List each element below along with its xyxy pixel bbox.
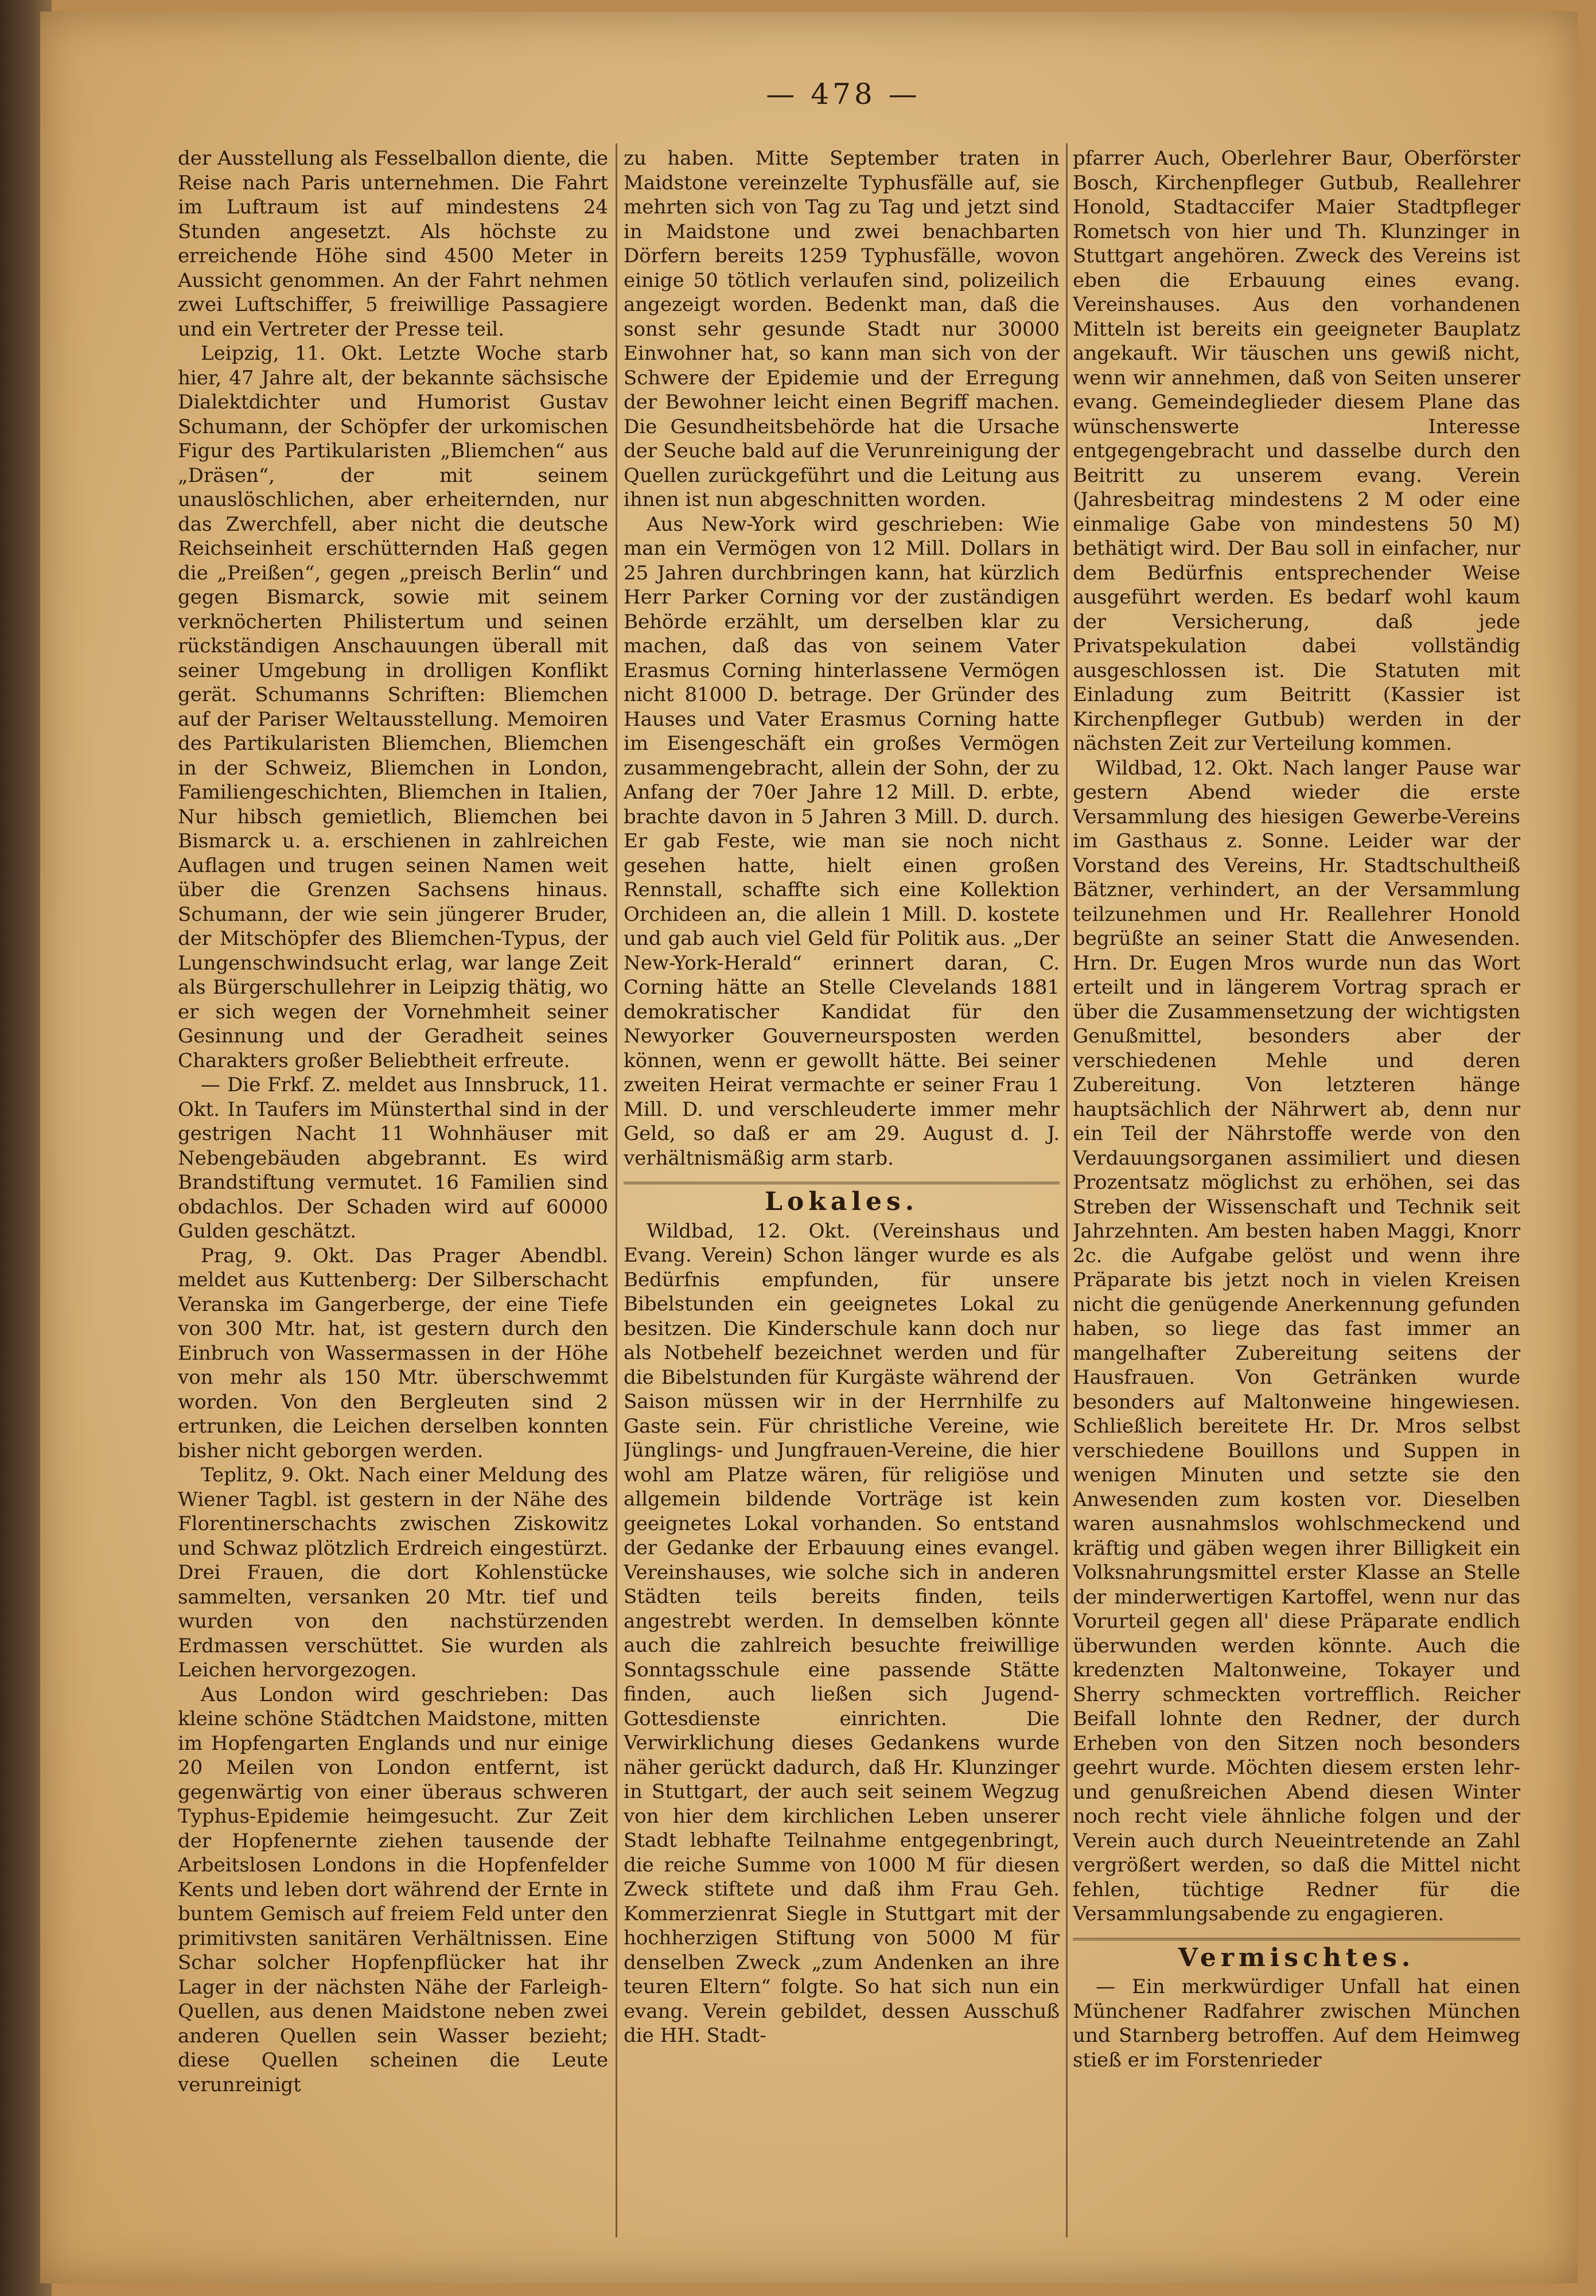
section-heading: Lokales. [624, 1182, 1060, 1215]
column-rule-1 [616, 143, 617, 2237]
column-1 [178, 146, 608, 2235]
article-paragraph: Leipzig, 11. Okt. Letzte Woche starb hier, 47 Jahre alt, der bekannte sächsische Dialektdichter und Humorist Gustav Schumann, der Schöpfer der urkomischen Figur des Partikularisten „Bliemchen“ aus „Dräsen“, der mit seinem unauslöschlichen, aber erheiternden, nur das Zwerchfell, aber nicht die deutsche Reichseinheit erschütternden Haß gegen die „Preißen“, gegen „preisch Berlin“ und gegen Bismarck, sowie mit seinem verknöcherten Philistertum und seinen rückständigen Anschauungen überall mit seiner Umgebung in drolligen Konflikt gerät. Schumanns Schriften: Bliemchen auf der Pariser Weltausstellung. Memoiren des Partikularisten Bliemchen, Bliemchen in der Schweiz, Bliemchen in London, Familiengeschichten, Bliemchen in Italien, Nur hibsch gemietlich, Bliemchen bei Bismarck u. a. erschienen in zahlreichen Auflagen und trugen seinen Namen weit über die Grenzen Sachsens hinaus. Schumann, der wie sein jüngerer Bruder, der Mitschöpfer des Bliemchen-Typus, der Lungenschwindsucht erlag, war lange Zeit als Bürgerschullehrer in Leipzig thätig, wo er sich wegen der Vornehmheit seiner Gesinnung und der Geradheit seines Charakters großer Beliebtheit erfreute. [178, 342, 608, 1072]
page-number: — 478 — [766, 77, 921, 111]
article-paragraph: Teplitz, 9. Okt. Nach einer Meldung des Wiener Tagbl. ist gestern in der Nähe des Florentinerschachts zwischen Ziskowitz und Schwaz plötzlich Erdreich eingestürzt. Drei Frauen, die dort Kohlenstücke sammelten, versanken 20 Mtr. tief und wurden von den nachstürzenden Erdmassen verschüttet. Sie wurden als Leichen hervorgezogen. [178, 1464, 608, 1682]
column-3 [1073, 146, 1520, 2235]
article-paragraph: Wildbad, 12. Okt. Nach langer Pause war gestern Abend wieder die erste Versammlung des hiesigen Gewerbe-Vereins im Gasthaus z. Sonne. Leider war der Vorstand des Vereins, Hr. Stadtschultheiß Bätzner, verhindert, an der Versammlung teilzunehmen und Hr. Reallehrer Honold begrüßte an seiner Statt die Anwesenden. Hrn. Dr. Eugen Mros wurde nun das Wort erteilt und in längerem Vortrag sprach er über die Zusammensetzung der wichtigsten Genußmittel, besonders aber der verschiedenen Mehle und deren Zubereitung. Von letzteren hänge hauptsächlich der Nährwert ab, denn nur ein Teil der Nährstoffe werde von den Verdauungsorganen assimiliert und diesen Prozentsatz möglichst zu erhöhen, sei das Streben der Wissenschaft und Technik seit Jahrzehnten. Am besten haben Maggi, Knorr 2c. die Aufgabe gelöst und wenn ihre Präparate bis jetzt noch in vielen Kreisen nicht die genügende Anerkennung gefunden haben, so liege das fast immer an mangelhafter Zubereitung seitens der Hausfrauen. Von Getränken wurde besonders auf Maltonweine hingewiesen. Schließlich bereitete Hr. Dr. Mros selbst verschiedene Bouillons und Suppen in wenigen Minuten und setzte sie den Anwesenden zum kosten vor. Dieselben waren ausnahmslos wohlschmeckend und kräftig und gäben wegen ihrer Billigkeit ein Volksnahrungsmittel erster Klasse an Stelle der minderwertigen Kartoffel, wenn nur das Vorurteil gegen all' diese Präparate endlich überwunden werden könnte. Auch die kredenzten Maltonweine, Tokayer und Sherry schmeckten vortrefflich. Reicher Beifall lohnte den Redner, der durch Erheben von den Sitzen noch besonders geehrt wurde. Möchten diesem ersten lehr- und genußreichen Abend diesen Winter noch recht viele ähnliche folgen und der Verein auch durch Neueintretende an Zahl vergrößert werden, so daß die Mittel nicht fehlen, tüchtige Redner für die Versammlungsabende zu engagieren. [1073, 756, 1520, 1925]
article-paragraph: Prag, 9. Okt. Das Prager Abendbl. meldet aus Kuttenberg: Der Silberschacht Veranska im Gangerberge, der eine Tiefe von 300 Mtr. hat, ist gestern durch den Einbruch von Wassermassen in der Höhe von mehr als 150 Mtr. überschwemmt worden. Von den Bergleuten sind 2 ertrunken, die Leichen derselben konnten bisher nicht geborgen werden. [178, 1244, 608, 1462]
column-rule-2 [1066, 143, 1068, 2237]
article-paragraph: zu haben. Mitte September traten in Maidstone vereinzelte Typhusfälle auf, sie mehrten sich von Tag zu Tag und jetzt sind in Maidstone und zwei benachbarten Dörfern bereits 1259 Typhusfälle, wovon einige 50 tötlich verlaufen sind, polizeilich angezeigt worden. Bedenkt man, daß die sonst sehr gesunde Stadt nur 30000 Einwohner hat, so kann man sich von der Schwere der Epidemie und der Erregung der Bewohner leicht einen Begriff machen. Die Gesundheitsbehörde hat die Ursache der Seuche bald auf die Verunreinigung der Quellen zurückgeführt und die Leitung aus ihnen ist nun abgeschnitten worden. [624, 147, 1060, 511]
article-paragraph: der Ausstellung als Fesselballon diente, die Reise nach Paris unternehmen. Die Fahrt im Luftraum ist auf mindestens 24 Stunden angesetzt. Als höchste zu erreichende Höhe sind 4500 Meter in Aussicht genommen. An der Fahrt nehmen zwei Luftschiffer, 5 freiwillige Passagiere und ein Vertreter der Presse teil. [178, 147, 608, 341]
article-paragraph: pfarrer Auch, Oberlehrer Baur, Oberförster Bosch, Kirchenpfleger Gutbub, Reallehrer Honold, Stadtaccifer Maier Stadtpfleger Rometsch von hier und Th. Klunzinger in Stuttgart angehören. Zweck des Vereins ist eben die Erbauung eines evang. Vereinshauses. Aus den vorhandenen Mitteln ist bereits ein geeigneter Bauplatz angekauft. Wir täuschen uns gewiß nicht, wenn wir annehmen, daß von Seiten unserer evang. Gemeindeglieder diesem Plane das wünschenswerte Interesse entgegengebracht und dasselbe durch den Beitritt zu unserem evang. Verein (Jahresbeitrag mindestens 2 M oder eine einmalige Gabe von mindestens 50 M) bethätigt wird. Der Bau soll in einfacher, nur dem Bedürfnis entsprechender Weise ausgeführt werden. Es bedarf wohl kaum der Versicherung, daß jede Privatspekulation dabei vollständig ausgeschlossen ist. Die Statuten mit Einladung zum Beitritt (Kassier ist Kirchenpfleger Gutbub) werden in der nächsten Zeit zur Verteilung kommen. [1073, 147, 1520, 755]
article-paragraph: Aus New-York wird geschrieben: Wie man ein Vermögen von 12 Mill. Dollars in 25 Jahren durchbringen kann, hat kürzlich Herr Parker Corning vor der zuständigen Behörde erzählt, um derselben klar zu machen, daß das von seinem Vater Erasmus Corning hinterlassene Vermögen nicht 81000 D. betrage. Der Gründer des Hauses und Vater Erasmus Corning hatte im Eisengeschäft ein großes Vermögen zusammengebracht, allein der Sohn, der zu Anfang der 70er Jahre 12 Mill. D. erbte, brachte davon in 5 Jahren 3 Mill. D. durch. Er gab Feste, wie man sie noch nicht gesehen hatte, hielt einen großen Rennstall, schaffte sich eine Kollektion Orchideen an, die allein 1 Mill. D. kostete und gab auch viel Geld für Politik aus. „Der New-York-Herald“ erinnert daran, C. Corning hätte an Stelle Clevelands 1881 demokratischer Kandidat für den Newyorker Gouverneursposten werden können, wenn er gewollt hätte. Bei seiner zweiten Heirat vermachte er seiner Frau 1 Mill. D. und verschleuderte immer mehr Geld, so daß er am 29. August d. J. verhältnismäßig arm starb. [624, 512, 1060, 1170]
section-heading: Vermischtes. [1073, 1938, 1520, 1971]
article-paragraph: — Die Frkf. Z. meldet aus Innsbruck, 11. Okt. In Taufers im Münsterthal sind in der gestrigen Nacht 11 Wohnhäuser mit Nebengebäuden abgebrannt. Es wird Brandstiftung vermutet. 16 Familien sind obdachlos. Der Schaden wird auf 60000 Gulden geschätzt. [178, 1073, 608, 1243]
article-paragraph: Aus London wird geschrieben: Das kleine schöne Städtchen Maidstone, mitten im Hopfengarten Englands und nur einige 20 Meilen von London entfernt, ist gegenwärtig von einer überaus schweren Typhus-Epidemie heimgesucht. Zur Zeit der Hopfenernte ziehen tausende der Arbeitslosen Londons in die Hopfenfelder Kents und leben dort während der Ernte in buntem Gemisch auf freiem Feld unter den primitivsten sanitären Verhältnissen. Eine Schar solcher Hopfenpflücker hat ihr Lager in der nächsten Nähe der Farleigh-Quellen, aus denen Maidstone neben zwei anderen Quellen sein Wasser bezieht; diese Quellen scheinen die Leute verunreinigt [178, 1683, 608, 2096]
article-paragraph: Wildbad, 12. Okt. (Vereinshaus und Evang. Verein) Schon länger wurde es als Bedürfnis empfunden, für unsere Bibelstunden ein geeignetes Lokal zu besitzen. Die Kinderschule kann doch nur als Notbehelf bezeichnet werden und für die Bibelstunden für Kurgäste während der Saison müssen wir in der Herrnhilfe zu Gaste sein. Für christliche Vereine, wie Jünglings- und Jungfrauen-Vereine, die hier wohl am Platze wären, für religiöse und allgemein bildende Vorträge ist kein geeignetes Lokal vorhanden. So entstand der Gedanke der Erbauung eines evangel. Vereinshauses, wie solche sich in anderen Städten teils bereits finden, teils angestrebt werden. In demselben könnte auch die zahlreich besuchte freiwillige Sonntagsschule eine passende Stätte finden, auch ließen sich Jugend-Gottesdienste einrichten. Die Verwirklichung dieses Gedankens wurde näher gerückt dadurch, daß Hr. Klunzinger in Stuttgart, der auch seit seinem Wegzug von hier dem kirchlichen Leben unserer Stadt lebhafte Teilnahme entgegenbringt, die reiche Summe von 1000 M für diesen Zweck stiftete und daß ihm Frau Geh. Kommerzienrat Siegle in Stuttgart mit der hochherzigen Stiftung von 5000 M für denselben Zweck „zum Andenken an ihre teuren Eltern“ folgte. So hat sich nun ein evang. Verein gebildet, dessen Ausschuß die HH. Stadt- [624, 1219, 1060, 2047]
article-paragraph: — Ein merkwürdiger Unfall hat einen Münchener Radfahrer zwischen München und Starnberg betroffen. Auf dem Heimweg stieß er im Forstenrieder [1073, 1975, 1520, 2072]
column-2 [624, 146, 1060, 2235]
